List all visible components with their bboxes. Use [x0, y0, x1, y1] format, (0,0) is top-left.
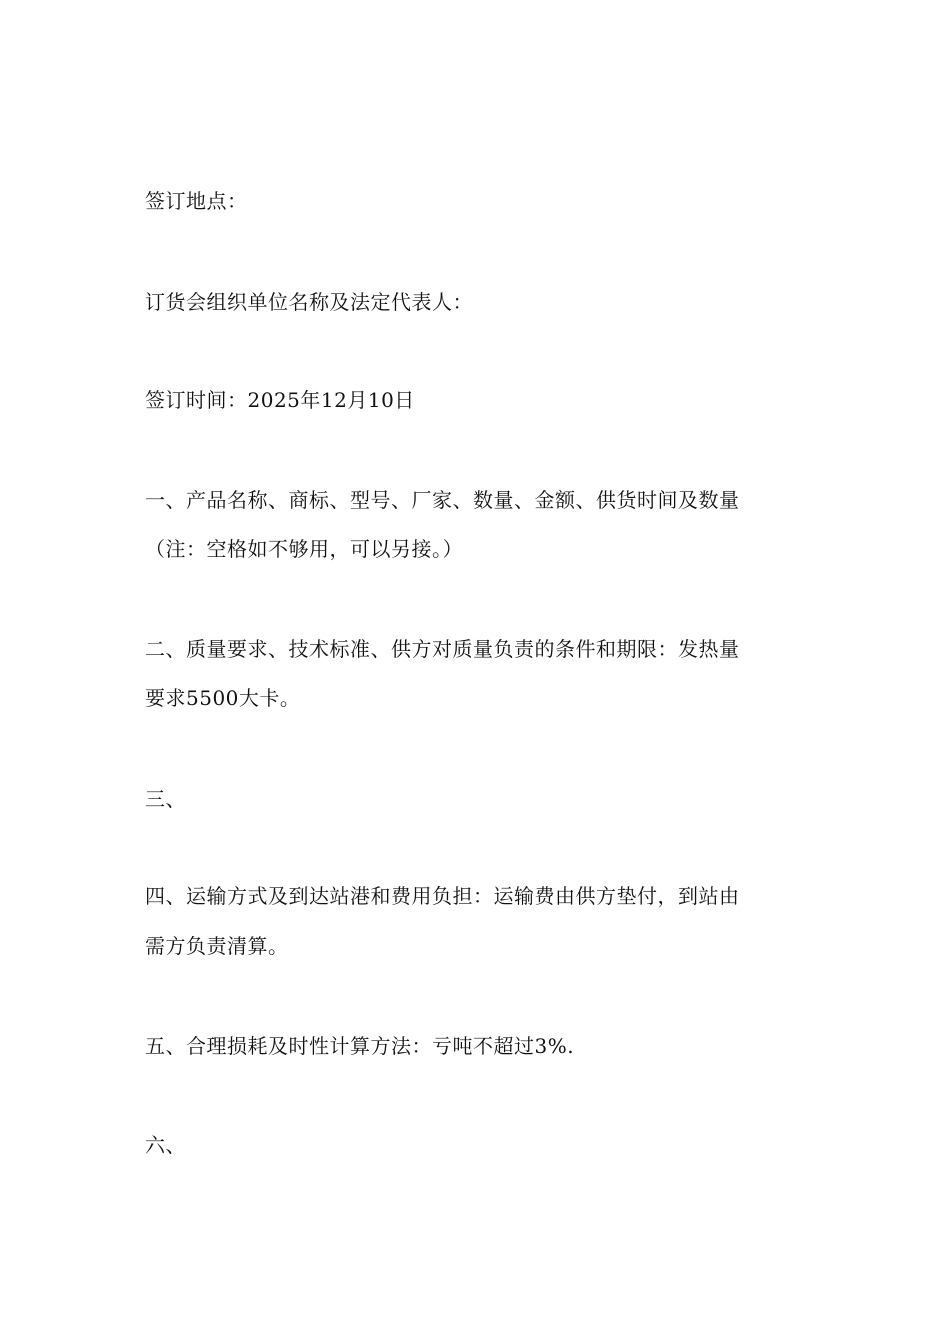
section-2-line-2: 要求5500大卡。: [145, 686, 301, 710]
section-5: 五、合理损耗及时性计算方法：亏吨不超过3%.: [145, 1034, 575, 1058]
section-1-line-1: 一、产品名称、商标、型号、厂家、数量、金额、供货时间及数量: [145, 488, 740, 512]
section-3-heading: 三、: [145, 787, 186, 811]
signing-time: 签订时间：2025年12月10日: [145, 388, 415, 412]
section-2-line-1: 二、质量要求、技术标准、供方对质量负责的条件和期限：发热量: [145, 637, 740, 661]
organizer-label: 订货会组织单位名称及法定代表人：: [145, 290, 473, 314]
section-4-line-1: 四、运输方式及到达站港和费用负担：运输费由供方垫付，到站由: [145, 884, 740, 908]
section-4-line-2: 需方负责清算。: [145, 934, 289, 958]
section-1-line-2: （注：空格如不够用，可以另接。）: [145, 537, 463, 561]
section-6-heading: 六、: [145, 1133, 186, 1157]
signing-place-label: 签订地点：: [145, 189, 248, 213]
